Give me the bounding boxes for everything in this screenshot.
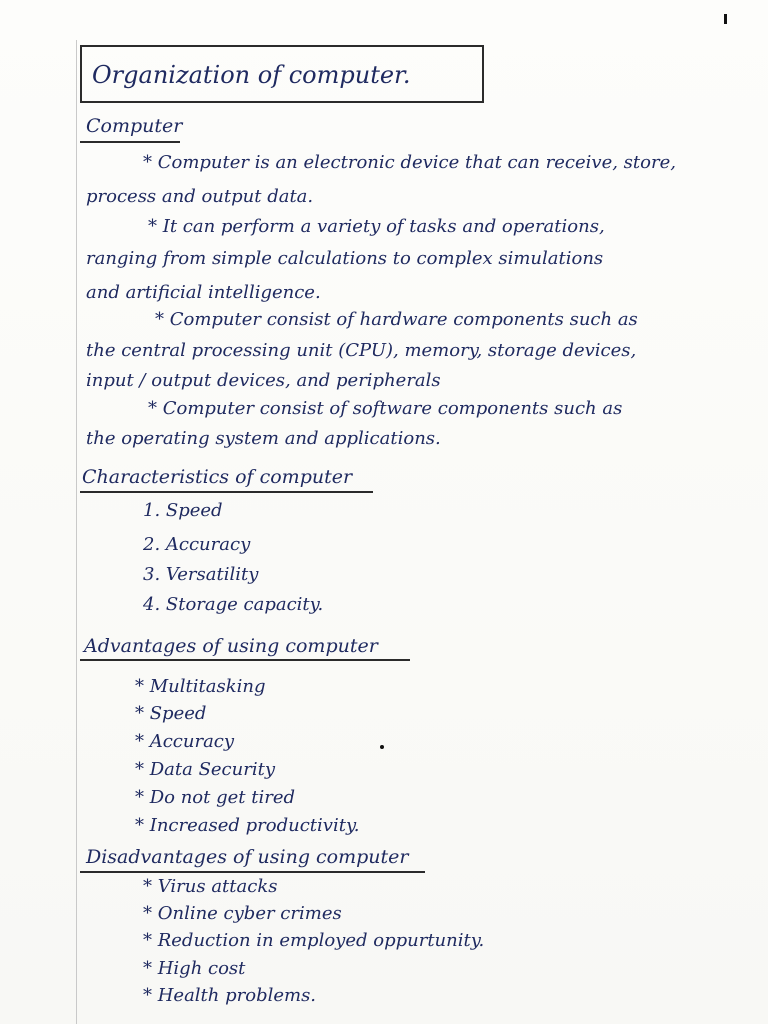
paragraph-line: * Computer consist of software components such as xyxy=(148,398,623,419)
section-heading-disadvantages: Disadvantages of using computer xyxy=(86,846,409,868)
paragraph-line: the operating system and applications. xyxy=(86,428,441,449)
section-heading-advantages: Advantages of using computer xyxy=(84,635,378,657)
list-item: * Data Security xyxy=(135,759,275,780)
list-item: 1. Speed xyxy=(143,500,223,521)
list-item: * Accuracy xyxy=(135,731,235,752)
paragraph-line: * Computer is an electronic device that can receive, store, xyxy=(143,152,676,173)
list-item: * Virus attacks xyxy=(143,876,278,897)
paragraph-line: input / output devices, and peripherals xyxy=(86,370,441,391)
list-item: * Multitasking xyxy=(135,676,266,697)
title-box xyxy=(80,45,484,103)
list-item: 4. Storage capacity. xyxy=(143,594,324,615)
margin-line xyxy=(76,40,77,1024)
paragraph-line: the central processing unit (CPU), memory, storage devices, xyxy=(86,340,637,361)
list-item: * Health problems. xyxy=(143,985,317,1006)
page-title: Organization of computer. xyxy=(92,61,411,89)
section-heading-computer: Computer xyxy=(86,115,183,137)
heading-underline xyxy=(80,659,410,661)
paragraph-line: ranging from simple calculations to complex simulations xyxy=(86,248,604,269)
list-item: 2. Accuracy xyxy=(143,534,251,555)
ink-mark xyxy=(724,14,727,24)
list-item: * Online cyber crimes xyxy=(143,903,342,924)
list-item: * Do not get tired xyxy=(135,787,295,808)
heading-underline xyxy=(80,491,373,493)
heading-underline xyxy=(80,871,425,873)
paragraph-line: and artificial intelligence. xyxy=(86,282,321,303)
paragraph-line: process and output data. xyxy=(86,186,314,207)
list-item: * Reduction in employed oppurtunity. xyxy=(143,930,485,951)
paragraph-line: * Computer consist of hardware components such as xyxy=(155,309,638,330)
list-item: * Speed xyxy=(135,703,207,724)
list-item: * Increased productivity. xyxy=(135,815,360,836)
heading-underline xyxy=(80,141,180,143)
ink-dot xyxy=(380,745,384,749)
list-item: 3. Versatility xyxy=(143,564,259,585)
section-heading-characteristics: Characteristics of computer xyxy=(82,466,353,488)
paragraph-line: * It can perform a variety of tasks and operations, xyxy=(148,216,605,237)
list-item: * High cost xyxy=(143,958,246,979)
